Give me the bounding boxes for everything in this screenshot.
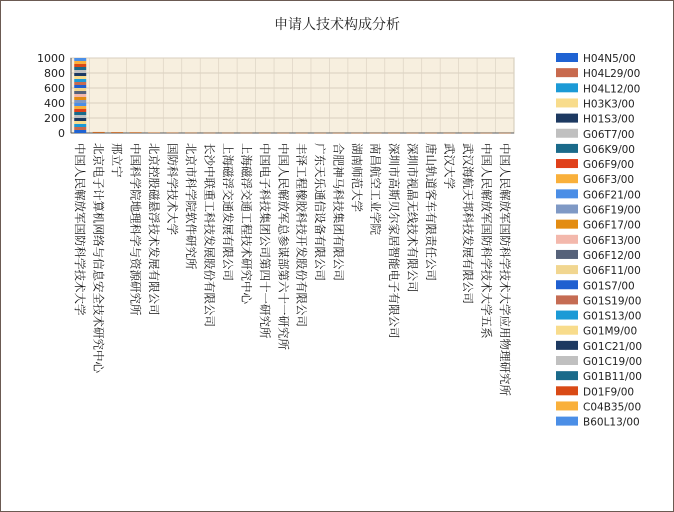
y-tick-label: 0 [58,127,65,140]
legend-label: H03K3/00 [583,98,635,111]
category-label: 湖南师范大学 [350,143,365,212]
category-label-group [184,143,198,270]
bar-segment [333,133,345,134]
bar-segment [74,76,86,79]
legend-label: G01C21/00 [583,340,643,353]
bar-segment [296,133,308,134]
bar-segment [74,85,86,88]
legend-label: G01C19/00 [583,356,643,368]
category-label: 北京控股磁悬浮技术发展有限公司 [147,143,162,316]
legend-swatch [556,159,578,168]
category-label-group [498,143,512,396]
bar-segment [314,133,326,134]
category-label: 国防科学技术大学 [165,143,180,235]
legend-swatch [556,417,578,426]
bar-segment [222,133,234,134]
legend-label: H04L29/00 [583,68,641,81]
bar-segment [406,133,418,134]
legend-label: G01S19/00 [583,295,642,308]
bar-segment [111,132,123,133]
bar-segment [74,70,86,73]
legend-swatch [556,220,578,229]
legend-swatch [556,205,578,214]
bar-segment [74,94,86,97]
category-label: 中国人民解放军国防科学技术大学 [73,143,88,316]
legend-label: G06F19/00 [583,204,641,217]
category-label-group [73,143,87,316]
category-label-group [276,143,290,350]
bar-segment [167,133,179,134]
category-label: 深圳市视晶无线技术有限公司 [405,143,420,293]
category-label-group [424,143,438,281]
category-label: 中国人民解放军国防科学技术大学五系 [479,143,494,339]
legend-swatch [556,98,578,107]
bar-segment [74,103,86,106]
legend-swatch [556,129,578,138]
legend-swatch [556,356,578,365]
category-label-group [129,143,143,316]
bar-segment [74,118,86,121]
legend-swatch [556,68,578,77]
legend-label: G06F9/00 [583,159,635,172]
category-label: 广东天乐通信设备有限公司 [313,143,328,281]
category-label-group [369,143,383,235]
legend-label: G06F13/00 [583,234,641,247]
legend-label: G06K9/00 [583,143,635,156]
bar-segment [203,133,215,134]
legend-label: G01M9/00 [583,325,638,338]
legend-label: G06T7/00 [583,128,635,141]
bar-segment [259,133,271,134]
bar-segment [74,82,86,85]
legend-label: B60L13/00 [583,416,640,429]
bar-segment [351,133,363,134]
bar-segment [74,124,86,127]
category-label: 武汉海航天邦科技发展有限公司 [460,143,475,304]
y-tick-label: 600 [44,82,65,95]
bar-segment [74,91,86,94]
legend-swatch [556,83,578,92]
legend-label: G06F3/00 [583,174,635,187]
bar-segment [425,133,437,134]
category-label-group [166,143,180,235]
bar-segment [74,127,86,130]
y-tick-label: 200 [44,112,65,125]
legend-swatch [556,189,578,198]
category-label: 北京市科学院软件研究所 [183,143,198,270]
legend-swatch [556,114,578,123]
bar-segment [74,115,86,118]
bar-segment [370,133,382,134]
bar-segment [74,73,86,76]
bar-segment [185,133,197,134]
category-label: 中国人民解放军国防科学技术大学应用物理研究所 [497,143,512,396]
legend-label: H04L12/00 [583,83,641,96]
bar-segment [74,109,86,112]
category-label-group [442,143,456,189]
bar-segment [388,133,400,134]
category-label: 长沙中联重工科技发展股份有限公司 [202,143,217,327]
legend-swatch [556,295,578,304]
y-tick-label: 800 [44,67,65,80]
category-label: 中国电子科技集团公司第四十一研究所 [257,143,272,339]
legend-swatch [556,250,578,259]
category-label: 唐山轨道客车有限责任公司 [423,143,438,281]
bar-segment [74,67,86,70]
chart-title: 申请人技术构成分析 [274,17,400,33]
legend-label: G06F21/00 [583,189,641,202]
legend-swatch [556,265,578,274]
legend-swatch [556,326,578,335]
bar-segment [74,106,86,109]
legend-swatch [556,311,578,320]
category-label-group [221,143,235,281]
bar-segment [130,132,142,133]
bar-segment [499,133,511,134]
bar-segment [74,112,86,115]
legend-swatch [556,386,578,395]
bar-segment [240,133,252,134]
y-tick-label: 400 [44,97,65,110]
category-label-group [147,143,161,316]
category-label-group [92,143,106,373]
legend-swatch [556,174,578,183]
bar-segment [74,88,86,91]
bar-segment [462,133,474,134]
bar-segment [443,133,455,134]
legend-swatch [556,144,578,153]
category-label: 武汉大学 [442,143,457,189]
category-label-group [479,143,493,339]
bar-segment [74,79,86,82]
bar-segment [74,64,86,67]
bar-segment [74,61,86,64]
category-label: 中国人民解放军总参谋部第六十一研究所 [276,143,291,350]
category-label-group [295,143,309,327]
legend-swatch [556,280,578,289]
legend-label: G06F17/00 [583,219,641,232]
category-label-group [202,143,216,327]
legend-swatch [556,401,578,410]
bar-segment [74,121,86,124]
bar-segment [74,58,86,61]
category-label: 北京电子计算机网络与信息安全技术研究中心 [91,143,106,373]
legend-swatch [556,53,578,62]
legend-label: H01S3/00 [583,113,635,126]
category-label: 邢立宁 [110,143,125,178]
category-label-group [387,143,401,339]
legend-label: G06F11/00 [583,265,641,278]
category-label-group [332,143,346,281]
category-label: 上海磁浮交通发展有限公司 [220,143,235,281]
category-label: 深圳市高斯贝尔家居智能电子有限公司 [387,143,402,339]
category-label: 南昌航空工业学院 [368,143,383,235]
legend-swatch [556,235,578,244]
category-label-group [258,143,272,339]
legend-label: H04N5/00 [583,53,636,65]
bar-segment [93,132,105,133]
y-tick-label: 1000 [37,52,65,65]
bar-segment [480,133,492,134]
category-label-group [110,143,124,178]
legend-swatch [556,341,578,350]
legend-label: C04B35/00 [583,401,642,414]
legend-label: G01S7/00 [583,280,635,293]
category-label-group [461,143,475,304]
bar-segment [74,100,86,103]
category-label: 丰泽工程橡胶科技开发股份有限公司 [294,143,309,327]
category-label-group [239,143,253,304]
bar-segment [148,133,160,134]
category-label: 中国科学院地理科学与资源研究所 [128,143,143,316]
legend-label: G01B11/00 [583,371,642,384]
category-label-group [350,143,364,212]
legend-label: G06F12/00 [583,249,641,262]
bar-segment [74,130,86,133]
legend-label: D01F9/00 [583,386,635,399]
category-label-group [405,143,419,293]
category-label: 合肥神马科技集团有限公司 [331,143,346,281]
bar-segment [74,97,86,100]
legend-swatch [556,371,578,380]
category-label-group [313,143,327,281]
legend-label: G01S13/00 [583,310,642,323]
bar-segment [277,133,289,134]
category-label: 上海磁浮交通工程技术研究中心 [239,143,254,304]
